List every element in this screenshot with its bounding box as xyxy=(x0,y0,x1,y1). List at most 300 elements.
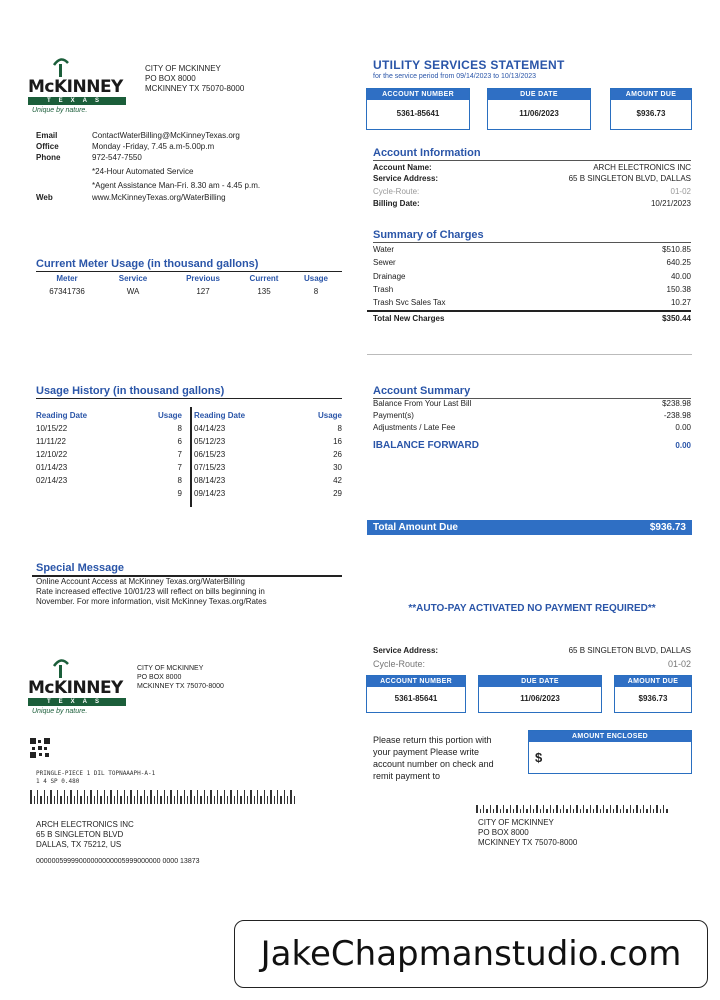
address-line: CITY OF MCKINNEY xyxy=(478,818,554,827)
barcode-bar xyxy=(254,796,255,804)
reading-date: 02/14/23 xyxy=(36,476,68,485)
barcode-bar xyxy=(210,790,212,804)
charge-label: Drainage xyxy=(373,272,406,281)
presort-text xyxy=(36,770,155,786)
reading-date xyxy=(36,487,132,500)
charge-label: Trash Svc Sales Tax xyxy=(373,298,446,307)
barcode-bar xyxy=(60,796,62,804)
barcode-bar xyxy=(536,805,538,813)
stub-service-address: 65 B SINGLETON BLVD, DALLAS xyxy=(568,646,691,655)
mailing-addressee xyxy=(36,820,134,850)
barcode-bar xyxy=(600,809,601,813)
col-header: Usage xyxy=(157,411,182,420)
reading-date: 08/14/23 xyxy=(194,476,226,485)
address-line: PO BOX 8000 xyxy=(137,674,182,681)
barcode-bar xyxy=(270,790,272,804)
barcode-bar xyxy=(580,809,581,813)
mckinney-logo-stub xyxy=(28,656,128,720)
barcode-bar xyxy=(566,809,568,813)
stub-service-info xyxy=(373,646,691,670)
autopay-notice: **AUTO-PAY ACTIVATED NO PAYMENT REQUIRED** xyxy=(408,603,656,614)
charge-value: 640.25 xyxy=(666,258,691,267)
barcode-bar xyxy=(47,796,48,804)
due-date-value: 11/06/2023 xyxy=(519,109,559,118)
balance-forward-label: IBALANCE FORWARD xyxy=(373,440,479,451)
summary-of-charges xyxy=(373,229,691,329)
barcode-bar xyxy=(616,805,618,813)
barcode-bar xyxy=(636,805,638,813)
barcode-bar xyxy=(590,805,591,813)
barcode-bar xyxy=(77,790,78,804)
meter-previous: 127 xyxy=(196,287,210,296)
amount-due-value: $936.73 xyxy=(636,109,666,118)
barcode-bar xyxy=(187,796,188,804)
contact-label: Office xyxy=(36,142,59,151)
meter-current: 135 xyxy=(257,287,271,296)
barcode-bar xyxy=(620,809,621,813)
water-tower-icon xyxy=(50,55,72,77)
barcode-bar xyxy=(596,805,598,813)
barcode-bar xyxy=(277,790,278,804)
table-row xyxy=(36,422,342,435)
barcode-bar xyxy=(147,796,148,804)
barcode-bar xyxy=(134,796,135,804)
contact-agent-hours: *Agent Assistance Man-Fri. 8.30 am - 4.45 p.m. xyxy=(92,181,261,190)
barcode-bar xyxy=(663,805,664,813)
barcode-bar xyxy=(120,796,122,804)
barcode-bar xyxy=(510,805,511,813)
address-line: DALLAS, TX 75212, US xyxy=(36,840,122,849)
barcode-bar xyxy=(87,796,88,804)
logo-tagline: Unique by nature. xyxy=(32,107,88,114)
charge-value: 40.00 xyxy=(670,272,691,281)
meter-table xyxy=(36,272,342,298)
barcode-bar xyxy=(57,790,58,804)
barcode-bar xyxy=(496,805,498,813)
barcode-bar xyxy=(217,790,218,804)
barcode-bar xyxy=(227,796,228,804)
section-title: Usage History (in thousand gallons) xyxy=(36,385,225,397)
charge-label: Water xyxy=(373,245,395,254)
summary-value: 0.00 xyxy=(675,423,691,432)
account-summary xyxy=(373,385,691,455)
stub-amount-due-value: $936.73 xyxy=(638,694,668,703)
barcode-bar xyxy=(633,809,634,813)
barcode-bar xyxy=(117,790,118,804)
barcode-bar xyxy=(284,790,285,804)
return-instructions xyxy=(373,734,528,782)
section-title: Current Meter Usage (in thousand gallons) xyxy=(36,258,259,270)
col-header: Usage xyxy=(317,411,342,420)
presort-line: PRINGLE-PIECE 1 DIL TOPNAAAPH-A-1 xyxy=(36,770,156,777)
table-row xyxy=(36,448,342,461)
box-label: DUE DATE xyxy=(488,89,590,100)
barcode-bar xyxy=(540,809,541,813)
barcode-bar xyxy=(150,790,152,804)
logo-word: McKINNEY xyxy=(28,678,123,698)
barcode-bar xyxy=(80,796,82,804)
reading-date: 09/14/23 xyxy=(194,489,226,498)
barcode-bar xyxy=(34,796,35,804)
barcode-bar xyxy=(550,805,551,813)
due-date-box xyxy=(487,88,591,130)
barcode-bar xyxy=(500,809,501,813)
barcode-bar xyxy=(653,809,654,813)
barcode-bar xyxy=(184,790,185,804)
col-header: Previous xyxy=(186,274,220,283)
mckinney-logo xyxy=(28,55,128,119)
charge-label: Sewer xyxy=(373,258,396,267)
barcode-bar xyxy=(530,805,531,813)
barcode-bar xyxy=(556,805,558,813)
barcode-bar xyxy=(130,790,132,804)
contact-web-link[interactable]: www.McKinneyTexas.org/WaterBilling xyxy=(92,193,226,202)
contact-label: Web xyxy=(36,193,53,202)
usage: 26 xyxy=(333,450,342,459)
logo-state: TEXAS xyxy=(28,97,126,105)
barcode-bar xyxy=(144,790,145,804)
postal-barcode xyxy=(30,790,297,804)
stub-due-date-value: 11/06/2023 xyxy=(520,694,560,703)
total-due-value: $936.73 xyxy=(649,522,686,533)
total-new-charges-label: Total New Charges xyxy=(373,314,445,323)
usage: 30 xyxy=(333,463,342,472)
barcode-bar xyxy=(164,790,165,804)
barcode-bar xyxy=(197,790,198,804)
barcode-bar xyxy=(207,796,208,804)
scanline: 00000059999000000000005999000000 0000 13873 xyxy=(36,858,200,865)
barcode-bar xyxy=(104,790,105,804)
summary-label: Payment(s) xyxy=(373,411,414,420)
row-label: Billing Date: xyxy=(373,199,420,208)
barcode-bar xyxy=(67,796,68,804)
usage-history xyxy=(36,385,342,498)
barcode-bar xyxy=(516,805,518,813)
instruction-line: your payment Please write xyxy=(373,747,480,757)
barcode-bar xyxy=(613,809,614,813)
charge-label: Trash xyxy=(373,285,394,294)
barcode-bar xyxy=(570,805,571,813)
address-line: CITY OF MCKINNEY xyxy=(145,64,221,73)
barcode-bar xyxy=(167,796,168,804)
service-address: 65 B SINGLETON BLVD, DALLAS xyxy=(568,174,691,183)
stub-return-address xyxy=(137,664,224,691)
barcode-bar xyxy=(190,790,192,804)
barcode-bar xyxy=(157,790,158,804)
qr-code-icon xyxy=(30,738,50,758)
box-label: AMOUNT DUE xyxy=(615,676,691,687)
address-line: PO BOX 8000 xyxy=(478,828,529,837)
amount-due-box xyxy=(610,88,692,130)
reading-date: 01/14/23 xyxy=(36,463,68,472)
barcode-bar xyxy=(287,796,288,804)
row-label: Cycle-Route: xyxy=(373,659,426,669)
reading-date: 05/12/23 xyxy=(194,437,226,446)
barcode-bar xyxy=(250,790,252,804)
barcode-bar xyxy=(606,809,608,813)
barcode-bar xyxy=(100,796,102,804)
cycle-route: 01-02 xyxy=(670,187,691,196)
reading-date: 12/10/22 xyxy=(36,450,68,459)
barcode-bar xyxy=(493,809,494,813)
barcode-bar xyxy=(573,809,574,813)
summary-label: Adjustments / Late Fee xyxy=(373,423,456,432)
barcode-bar xyxy=(94,796,95,804)
barcode-bar xyxy=(127,796,128,804)
logo-word: McKINNEY xyxy=(28,77,123,97)
barcode-bar xyxy=(586,809,588,813)
history-table xyxy=(36,409,342,500)
billing-date: 10/21/2023 xyxy=(650,199,691,208)
summary-label: Balance From Your Last Bill xyxy=(373,399,472,408)
instruction-line: account number on check and xyxy=(373,759,494,769)
section-title: Special Message xyxy=(36,562,125,574)
summary-value: $238.98 xyxy=(662,399,691,408)
barcode-bar xyxy=(576,805,578,813)
section-title: Account Summary xyxy=(373,385,471,397)
meter-service: WA xyxy=(126,287,140,296)
address-line: PO BOX 8000 xyxy=(145,74,196,83)
barcode-bar xyxy=(257,790,258,804)
barcode-bar xyxy=(220,796,222,804)
stub-account-number-box xyxy=(366,675,466,713)
row-label: Service Address: xyxy=(373,646,439,655)
col-header: Meter xyxy=(56,274,78,283)
section-title: Account Information xyxy=(373,147,481,159)
barcode-bar xyxy=(194,796,195,804)
barcode-bar xyxy=(640,809,641,813)
dollar-sign: $ xyxy=(535,750,543,765)
row-label: Service Address: xyxy=(373,174,439,183)
barcode-bar xyxy=(480,809,481,813)
address-line: ARCH ELECTRONICS INC xyxy=(36,820,134,829)
barcode-bar xyxy=(50,790,52,804)
barcode-bar xyxy=(280,796,282,804)
usage: 7 xyxy=(177,450,182,459)
barcode-bar xyxy=(503,805,504,813)
stub-amount-due-box xyxy=(614,675,692,713)
barcode-bar xyxy=(124,790,125,804)
contact-phone: 972-547-7550 xyxy=(92,153,142,162)
box-label: DUE DATE xyxy=(479,676,601,687)
barcode-bar xyxy=(230,790,232,804)
return-address xyxy=(145,64,244,94)
reading-date: 04/14/23 xyxy=(194,424,226,433)
remit-barcode xyxy=(476,805,670,813)
usage: 6 xyxy=(177,437,182,446)
barcode-bar xyxy=(603,805,604,813)
barcode-bar xyxy=(593,809,594,813)
table-row xyxy=(36,435,342,448)
stub-account-number-value: 5361-85641 xyxy=(394,694,438,703)
barcode-bar xyxy=(240,796,242,804)
statement-title: UTILITY SERVICES STATEMENT xyxy=(373,58,565,72)
usage: 29 xyxy=(333,489,342,498)
barcode-bar xyxy=(110,790,112,804)
barcode-bar xyxy=(583,805,584,813)
barcode-bar xyxy=(137,790,138,804)
barcode-bar xyxy=(237,790,238,804)
box-label: ACCOUNT NUMBER xyxy=(367,676,465,687)
barcode-bar xyxy=(214,796,215,804)
barcode-bar xyxy=(170,790,172,804)
col-header: Current xyxy=(249,274,279,283)
total-amount-due-bar xyxy=(367,520,692,535)
barcode-bar xyxy=(174,796,175,804)
table-row xyxy=(36,487,342,500)
barcode-bar xyxy=(486,809,488,813)
barcode-bar xyxy=(140,796,142,804)
message-line: November. For more information, visit McKinney Texas.org/Rates xyxy=(36,597,267,606)
table-row xyxy=(36,461,342,474)
address-line: MCKINNEY TX 75070-8000 xyxy=(145,84,245,93)
usage: 42 xyxy=(333,476,342,485)
barcode-bar xyxy=(656,805,658,813)
table-row xyxy=(36,474,342,487)
barcode-bar xyxy=(623,805,624,813)
usage: 7 xyxy=(177,463,182,472)
usage: 16 xyxy=(333,437,342,446)
message-line: Rate increased effective 10/01/23 will reflect on bills beginning in xyxy=(36,587,265,596)
amount-enclosed-box xyxy=(528,730,692,774)
remit-address xyxy=(478,818,577,848)
box-label: AMOUNT DUE xyxy=(611,89,691,100)
barcode-bar xyxy=(610,805,611,813)
table-row xyxy=(36,285,342,298)
message-line: Online Account Access at McKinney Texas.org/WaterBilling xyxy=(36,577,245,586)
reading-date: 11/11/22 xyxy=(36,437,66,446)
barcode-bar xyxy=(520,809,521,813)
statement-period: for the service period from 09/14/2023 to 10/13/2023 xyxy=(373,73,537,80)
instruction-line: remit payment to xyxy=(373,771,441,781)
reading-date: 07/15/23 xyxy=(194,463,226,472)
meter-usage: 8 xyxy=(313,287,319,296)
address-line: MCKINNEY TX 75070-8000 xyxy=(137,683,224,690)
barcode-bar xyxy=(290,790,292,804)
barcode-bar xyxy=(177,790,178,804)
barcode-bar xyxy=(97,790,98,804)
reading-date: 06/15/23 xyxy=(194,450,226,459)
barcode-bar xyxy=(114,796,115,804)
special-message xyxy=(36,562,342,606)
barcode-bar xyxy=(107,796,108,804)
address-line: MCKINNEY TX 75070-8000 xyxy=(478,838,578,847)
barcode-bar xyxy=(513,809,514,813)
contact-email[interactable]: ContactWaterBilling@McKinneyTexas.org xyxy=(92,131,240,140)
total-due-label: Total Amount Due xyxy=(373,522,458,533)
instruction-line: Please return this portion with xyxy=(373,735,492,745)
barcode-bar xyxy=(506,809,508,813)
barcode-bar xyxy=(44,790,45,804)
barcode-bar xyxy=(646,809,648,813)
stub-cycle-route: 01-02 xyxy=(667,659,691,669)
barcode-bar xyxy=(160,796,162,804)
water-tower-icon xyxy=(50,656,72,678)
barcode-bar xyxy=(224,790,225,804)
current-meter-usage xyxy=(36,258,342,296)
barcode-bar xyxy=(234,796,235,804)
balance-forward-value: 0.00 xyxy=(675,441,691,450)
contact-automated: *24-Hour Automated Service xyxy=(92,167,194,176)
barcode-bar xyxy=(74,796,75,804)
barcode-bar xyxy=(666,809,668,813)
contact-label: Phone xyxy=(36,153,61,162)
col-header: Service xyxy=(118,274,148,283)
barcode-bar xyxy=(483,805,484,813)
barcode-bar xyxy=(543,805,544,813)
charge-value: 150.38 xyxy=(666,285,691,294)
barcode-bar xyxy=(630,805,631,813)
contact-office-hours: Monday -Friday, 7.45 a.m-5.00p.m xyxy=(92,142,215,151)
barcode-bar xyxy=(244,790,245,804)
contact-block xyxy=(36,131,336,204)
barcode-bar xyxy=(84,790,85,804)
contact-label: Email xyxy=(36,131,58,140)
logo-state: TEXAS xyxy=(28,698,126,706)
logo-tagline: Unique by nature. xyxy=(32,708,88,715)
barcode-bar xyxy=(200,796,202,804)
barcode-bar xyxy=(274,796,275,804)
barcode-bar xyxy=(294,796,295,804)
barcode-bar xyxy=(54,796,55,804)
statement-header xyxy=(373,58,565,81)
amount-enclosed-input[interactable] xyxy=(542,748,691,768)
box-label: ACCOUNT NUMBER xyxy=(367,89,469,100)
box-label: AMOUNT ENCLOSED xyxy=(529,731,691,742)
barcode-bar xyxy=(643,805,644,813)
section-title: Summary of Charges xyxy=(373,229,484,241)
row-label: Cycle-Route: xyxy=(373,187,420,196)
usage: 8 xyxy=(337,424,342,433)
usage: 8 xyxy=(177,476,182,485)
barcode-bar xyxy=(30,790,32,804)
address-line: 65 B SINGLETON BLVD xyxy=(36,830,124,839)
usage: 8 xyxy=(177,424,182,433)
presort-line: 1 4 SP 0.480 xyxy=(36,778,80,785)
account-number-box xyxy=(366,88,470,130)
row-label: Account Name: xyxy=(373,163,432,172)
barcode-bar xyxy=(154,796,155,804)
barcode-bar xyxy=(247,796,248,804)
col-header: Reading Date xyxy=(36,411,88,420)
account-name: ARCH ELECTRONICS INC xyxy=(593,163,691,172)
barcode-bar xyxy=(553,809,554,813)
barcode-bar xyxy=(180,796,182,804)
barcode-bar xyxy=(523,805,524,813)
address-line: CITY OF MCKINNEY xyxy=(137,665,204,672)
barcode-bar xyxy=(476,805,478,813)
barcode-bar xyxy=(260,796,262,804)
barcode-bar xyxy=(204,790,205,804)
barcode-bar xyxy=(70,790,72,804)
watermark: JakeChapmanstudio.com xyxy=(234,920,708,988)
barcode-bar xyxy=(490,805,491,813)
barcode-bar xyxy=(533,809,534,813)
barcode-bar xyxy=(64,790,65,804)
barcode-bar xyxy=(563,805,564,813)
meter-number: 67341736 xyxy=(49,287,85,296)
stub-due-date-box xyxy=(478,675,602,713)
barcode-bar xyxy=(660,809,661,813)
charge-value: 10.27 xyxy=(670,298,691,307)
account-information xyxy=(373,147,691,217)
barcode-bar xyxy=(90,790,92,804)
barcode-bar xyxy=(264,790,265,804)
summary-value: -238.98 xyxy=(663,411,691,420)
barcode-bar xyxy=(526,809,528,813)
reading-date: 10/15/22 xyxy=(36,424,68,433)
account-number-value: 5361-85641 xyxy=(396,109,440,118)
